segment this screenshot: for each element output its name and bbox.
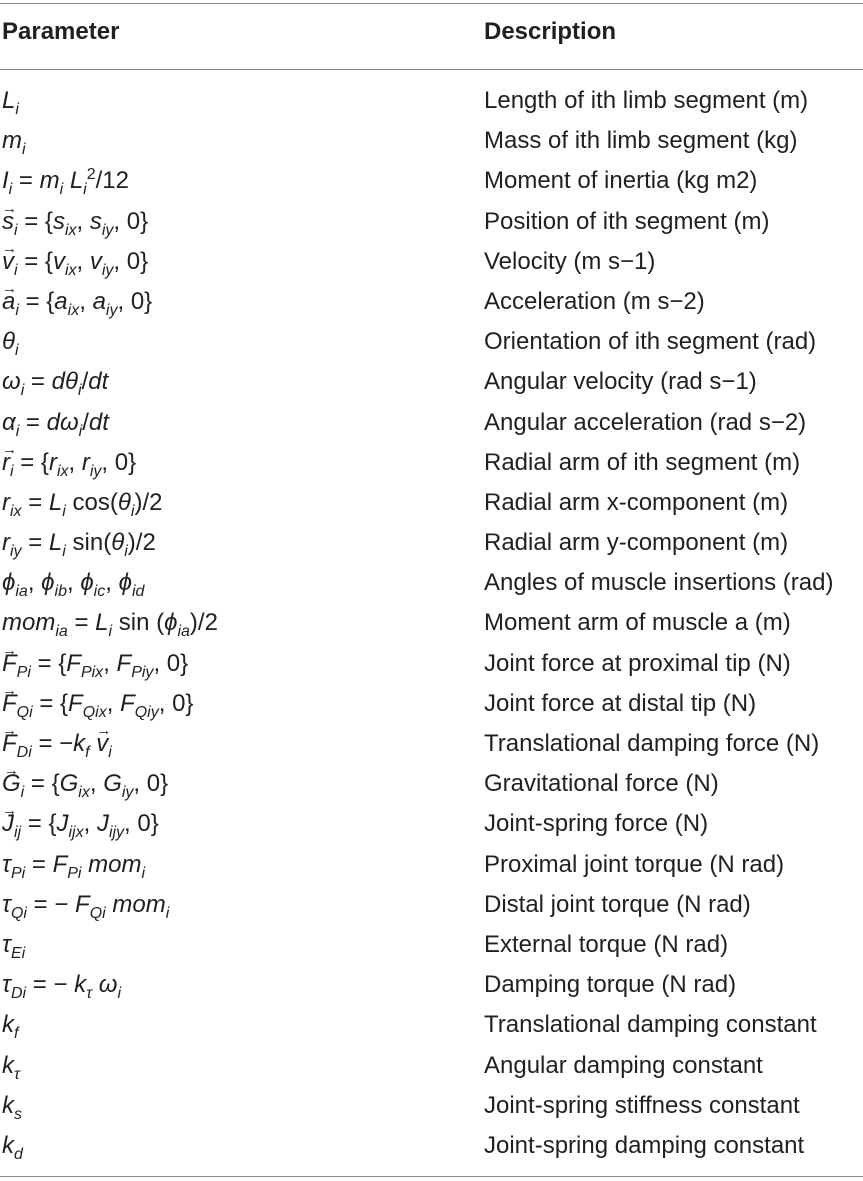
table-row — [0, 82, 863, 122]
parameter-cell: → $a_i = \{a_{ix}$, $a_{iy}$, 0} — [2, 287, 152, 317]
description-cell: Joint-spring force (N) — [484, 810, 709, 838]
parameter-cell: $\alpha_i = d\omega_i/dt$ — [2, 408, 109, 440]
parameter-cell: $k_s$ — [2, 1091, 22, 1123]
table-row — [0, 1047, 863, 1087]
description-cell: Distal joint torque (N rad) — [484, 890, 751, 918]
parameter-cell: $I_i = m_i$ $L_i^2/12$ — [2, 166, 130, 199]
parameter-cell: $m_i$ — [2, 127, 26, 159]
parameter-cell: $L_i$ — [2, 87, 19, 118]
table-body — [0, 82, 863, 1167]
table-row — [0, 604, 863, 644]
parameter-cell: → $F_{Di} = -k_f \to v_i$ — [2, 729, 112, 759]
description-cell: Angular damping constant — [484, 1051, 763, 1079]
parameter-cell: → $s_i = \{s_{ix}$, $s_{iy}$, 0} — [2, 207, 148, 237]
table-row — [0, 926, 863, 966]
table-row — [0, 243, 863, 283]
column-header-parameter: Parameter — [2, 18, 120, 45]
table-top-rule — [0, 3, 863, 4]
header-rule — [0, 69, 863, 70]
table-row — [0, 645, 863, 685]
table-row — [0, 1127, 863, 1167]
parameter-cell: → $J_{ij} = \{J_{ijx}$, $J_{ijy}$, 0} — [2, 809, 159, 839]
parameter-cell: $\phi_{ia}$, $\phi_{ib}$, $\phi_{ic}$, $\phi_{id}$ — [2, 569, 145, 601]
parameter-cell: → $F_{Pi} = \{F_{Pix}$, $F_{Piy}$, 0} — [2, 649, 188, 679]
description-cell: Angular acceleration (rad s−2) — [484, 408, 807, 436]
parameter-cell: $r_{iy} = L_i$ $\sin(\theta_i)/2$ — [2, 529, 156, 561]
parameter-cell: $\tau_{Di}$ = − $k_\tau$ $\omega_i$ — [2, 971, 122, 1003]
table-row — [0, 122, 863, 162]
parameter-cell: $r_{ix} = L_i$ $\cos(\theta_i)/2$ — [2, 488, 163, 520]
parameter-cell: $k_\tau$ — [2, 1051, 20, 1083]
table-row — [0, 564, 863, 604]
description-cell: Radial arm x-component (m) — [484, 488, 789, 516]
table-row — [0, 404, 863, 444]
description-cell: Position of ith segment (m) — [484, 207, 770, 235]
description-cell: Joint force at proximal tip (N) — [484, 649, 791, 677]
description-cell: Angles of muscle insertions (rad) — [484, 569, 834, 597]
description-cell: Moment of inertia (kg m2) — [484, 167, 758, 195]
parameter-cell: $k_d$ — [2, 1131, 23, 1163]
table-row — [0, 162, 863, 202]
parameter-cell: $k_f$ — [2, 1011, 19, 1043]
table-row — [0, 966, 863, 1006]
table-row — [0, 805, 863, 845]
table-row — [0, 283, 863, 323]
description-cell: Acceleration (m s−2) — [484, 287, 705, 315]
table-row — [0, 484, 863, 524]
table-row — [0, 846, 863, 886]
parameter-cell: $\omega_i = d\theta_i/dt$ — [2, 368, 109, 400]
description-cell: Radial arm of ith segment (m) — [484, 448, 801, 476]
parameter-cell: $\tau_{Ei}$ — [2, 930, 26, 962]
table-row — [0, 363, 863, 403]
description-cell: Joint-spring stiffness constant — [484, 1091, 800, 1119]
description-cell: Gravitational force (N) — [484, 770, 719, 798]
parameter-cell: $\tau_{Pi} = F_{Pi}$ mom$_i$ — [2, 850, 146, 882]
description-cell: Mass of ith limb segment (kg) — [484, 127, 798, 155]
table-row — [0, 524, 863, 564]
description-cell: Translational damping constant — [484, 1011, 817, 1039]
parameter-cell: $\theta_i$ — [2, 328, 19, 360]
description-cell: Joint force at distal tip (N) — [484, 689, 757, 717]
table-bottom-rule — [0, 1176, 863, 1177]
table-row — [0, 685, 863, 725]
description-cell: Orientation of ith segment (rad) — [484, 328, 817, 356]
table-row — [0, 765, 863, 805]
parameter-cell: → $r_i = \{r_{ix}$, $r_{iy}$, 0} — [2, 448, 136, 478]
table-row — [0, 1006, 863, 1046]
table-row — [0, 203, 863, 243]
description-cell: Length of ith limb segment (m) — [484, 87, 809, 114]
description-cell: Moment arm of muscle a (m) — [484, 609, 791, 637]
parameter-cell: $\tau_{Qi}$ = − $F_{Qi}$ mom$_i$ — [2, 890, 170, 922]
description-cell: External torque (N rad) — [484, 930, 729, 958]
description-cell: Angular velocity (rad s−1) — [484, 368, 757, 396]
table-row — [0, 886, 863, 926]
parameter-cell: $mom_{ia} = L_i$ $\sin (\phi_{ia})/2$ — [2, 609, 218, 641]
table-row — [0, 1087, 863, 1127]
table-row — [0, 323, 863, 363]
description-cell: Joint-spring damping constant — [484, 1131, 805, 1159]
parameter-cell: → $F_{Qi} = \{F_{Qix}$, $F_{Qiy}$, 0} — [2, 689, 193, 719]
parameter-cell: → $v_i = \{v_{ix}$, $v_{iy}$, 0} — [2, 247, 148, 277]
table-row — [0, 725, 863, 765]
description-cell: Proximal joint torque (N rad) — [484, 850, 785, 878]
description-cell: Translational damping force (N) — [484, 730, 820, 757]
description-cell: Damping torque (N rad) — [484, 971, 737, 999]
description-cell: Radial arm y-component (m) — [484, 529, 789, 557]
table-row — [0, 444, 863, 484]
column-header-description: Description — [484, 18, 617, 45]
parameter-cell: → $G_i = \{G_{ix}$, $G_{iy}$, 0} — [2, 769, 168, 799]
description-cell: Velocity (m s−1) — [484, 247, 656, 275]
